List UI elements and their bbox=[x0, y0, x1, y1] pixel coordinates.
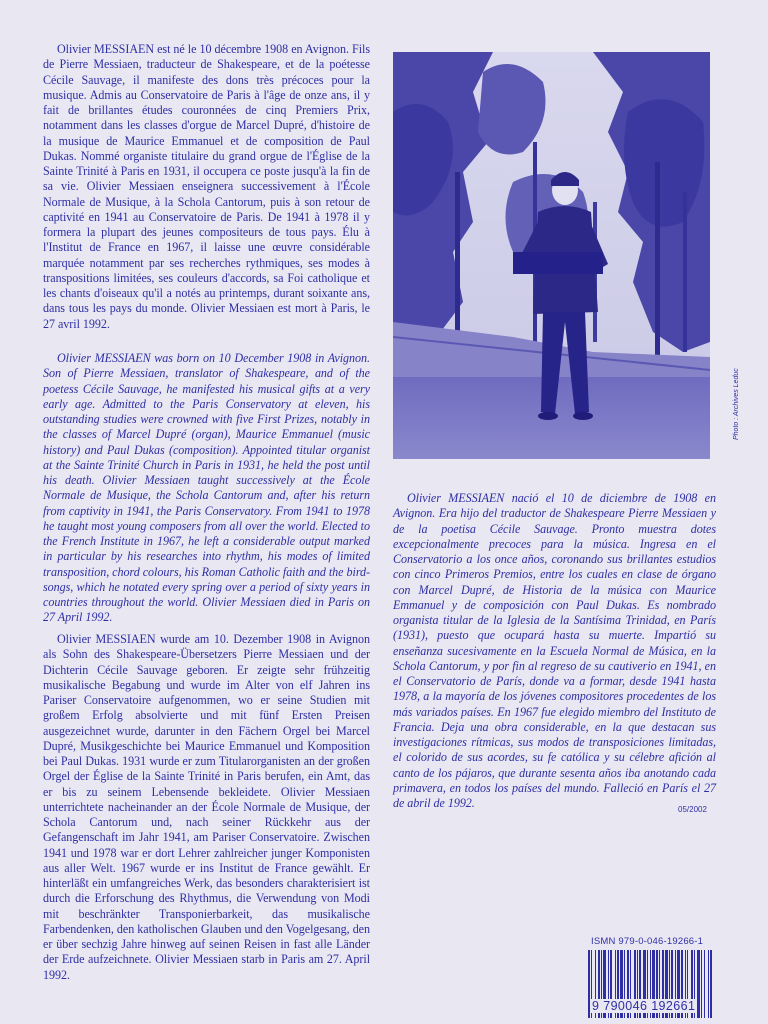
ismn-number: ISMN 979-0-046-19266-1 bbox=[591, 936, 704, 947]
barcode-bar bbox=[704, 950, 705, 1018]
biography-english bbox=[43, 351, 370, 626]
biography-english-text: Olivier MESSIAEN was born on 10 December 1908 in Avignon. Son of Pierre Messiaen, translator of Shakespeare, and of the poetess Cécile Sauvage, he manifested his musical gifts at a very early age. Admitted to the Paris Conservatory at eleven, his outstanding studies were crowned with five First Prizes, notably in the classes of Marcel Dupré (organ), Maurice Emmanuel (music history) and Paul Dukas (composition). Appointed titular organist at the Sainte Trinité Church in Paris in 1931, he held the post until his death. Olivier Messiaen taught successively at the École Normale de Musique, the Schola Cantorum and, after his return from captivity in 1941, the Paris Conservatory. From 1941 to 1978 he taught most young composers from all over the world. Elected to the French Institute in 1967, he left a considerable output marked in particular by his researches into rhythm, his modes of limited transposition, chord colours, his Roman Catholic faith and the bird-songs, which he notated every spring over a period of sixty years in countries throughout the world. Olivier Messiaen died in Paris on 27 April 1992. bbox=[43, 351, 370, 625]
biography-spanish-text: Olivier MESSIAEN nació el 10 de diciembre de 1908 en Avignon. Era hijo del traductor de Shakespeare Pierre Messiaen y de la poetisa Cécile Sauvage. Pronto muestra dotes excepcionalmente precoces para la música. Ingresa en el Conservatorio a los once años, coronando sus brillantes estudios con cinco Primeros Premios, entre los cuales en clase de órgano con Marcel Dupré, de Historia de la música con Maurice Emmanuel y de composición con Paul Dukas. Es nombrado organista titular de la Iglesia de la Santísima Trinidad, en París (1931), puesto que ocupará hasta su muerte. Impartió su enseñanza sucesivamente en la Escuela Normal de Música, en la Schola Cantorum, y por fin al regreso de su cautiverio en 1941, en el Conservatorio de París, donde va a formar, desde 1941 hasta 1978, a la mayoría de los jóvenes compositores procedentes de los más variados países. En 1967 fue elegido miembro del Instituto de Francia. Deja una obra considerable, en la que destacan sus investigaciones rítmicas, sus modos de transposiciones limitadas, el colorido de sus acordes, su fe católica y su célebre afición al canto de los pájaros, que durante sesenta años iba anotando cada primavera, en todos los países del mundo. Falleció en París el 27 de abril de 1992. bbox=[393, 491, 716, 810]
biography-french-text: Olivier MESSIAEN est né le 10 décembre 1908 en Avignon. Fils de Pierre Messiaen, traducteur de Shakespeare, et de la poétesse Cécile Sauvage, il manifeste des dons très précoces pour la musique. Admis au Conservatoire de Paris à l'âge de onze ans, il y fait de brillantes études couronnées de cinq Premiers Prix, notamment dans les classes d'orgue de Marcel Dupré, d'histoire de la musique de Maurice Emmanuel et de composition de Paul Dukas. Nommé organiste titulaire du grand orgue de l'Église de la Sainte Trinité à Paris en 1931, il occupera ce poste jusqu'à la fin de sa vie. Olivier Messiaen enseignera successivement à l'École Normale de Musique, à la Schola Cantorum, puis à son retour de captivité en 1941 au Conservatoire de Paris. De 1941 à 1978 il y formera la plupart des jeunes compositeurs de tous pays. Élu à l'Institut de France en 1967, il laisse une œuvre considérable marquée notamment par ses recherches rythmiques, ses modes à transpositions limitées, ses couleurs d'accords, sa Foi catholique et les chants d'oiseaux qu'il a notés au printemps, durant soixante ans, dans tous les pays du monde. Olivier Messiaen est mort à Paris, le 27 avril 1992. bbox=[43, 42, 370, 331]
photo-credit: Photo : Archives Leduc bbox=[733, 368, 740, 440]
date-code: 05/2002 bbox=[678, 805, 707, 814]
barcode-bar bbox=[708, 950, 709, 1018]
barcode-digits: 9 790046 192661 bbox=[592, 999, 696, 1013]
biography-german bbox=[43, 632, 370, 983]
portrait-photo bbox=[393, 52, 710, 459]
barcode-bar bbox=[697, 950, 700, 1018]
barcode-bar bbox=[710, 950, 712, 1018]
biography-german-text: Olivier MESSIAEN wurde am 10. Dezember 1908 in Avignon als Sohn des Shakespeare-Übersetzers Pierre Messiaen und der Dichterin Cécile Sauvage geboren. Er zeigte sehr frühzeitig musikalische Begabung und wurde im Alter von elf Jahren ins Pariser Conservatoire aufgenommen, wo er seine Studien mit großem Erfolg absolvierte und mit fünf Ersten Preisen ausgezeichnet wurde, darunter in den Fächern Orgel bei Marcel Dupré, Musikgeschichte bei Maurice Emmanuel und Komposition bei Paul Dukas. 1931 wurde er zum Titularorganisten an der großen Orgel der Église de la Sainte Trinité in Paris berufen, ein Amt, das er bis zu seinem Lebensende bekleidete. Olivier Messiaen unterrichtete nacheinander an der École Normale de Musique, der Schola Cantorum und, nach seiner Rückkehr aus der Gefangenschaft im Jahr 1941, am Pariser Conservatoire. Zwischen 1941 und 1978 war er dort Lehrer zahlreicher junger Komponisten aus aller Welt. 1967 wurde er ins Institut de France gewählt. Er hinterläßt ein umfangreiches Werk, das besonders charakterisiert ist durch die Erforschung des Rhythmus, die Verwendung von Modi mit beschränkter Transponierbarkeit, das musikalische Farbendenken, den katholischen Glauben und den Vogelgesang, den er über sechzig Jahre hinweg auf seinen Reisen in fast alle Länder der Erde aufzeichnete. Olivier Messiaen starb in Paris am 27. April 1992. bbox=[43, 632, 370, 982]
portrait-photo-illustration bbox=[393, 52, 710, 459]
barcode-bar bbox=[701, 950, 702, 1018]
biography-french bbox=[43, 42, 370, 332]
biography-spanish bbox=[393, 491, 716, 811]
